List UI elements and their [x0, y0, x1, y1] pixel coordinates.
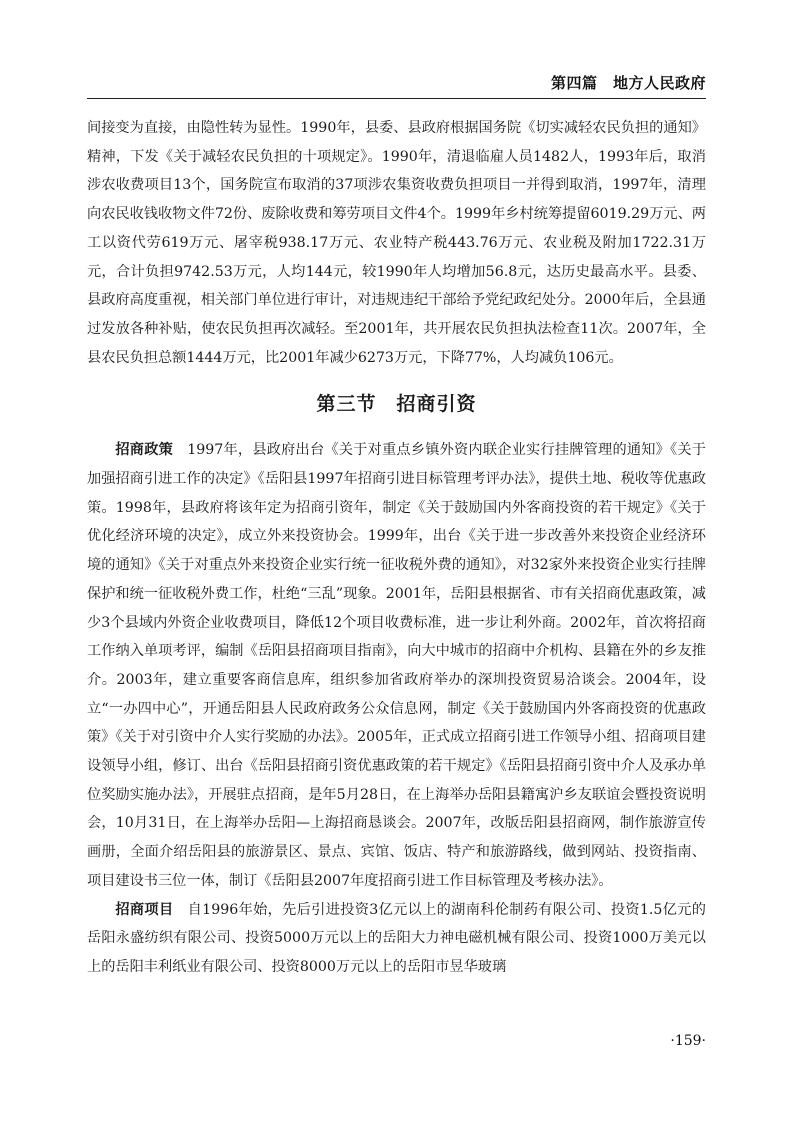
policy-term: 招商政策 [115, 442, 174, 459]
page-number: ·159· [670, 1033, 706, 1049]
header-section-label: 第四篇 地方人民政府 [550, 74, 706, 92]
policy-paragraph [87, 436, 706, 895]
projects-paragraph [87, 896, 706, 982]
intro-paragraph: 间接变为直接，由隐性转为显性。1990年，县委、县政府根据国务院《切实减轻农民负担的通知》精神，下发《关于减轻农民负担的十项规定》。1990年，清退临雇人员1482人，1993年后，取消涉农收费项目13个，国务院宣布取消的37项涉农集资收费负担项目一并得到取消，1997年，清理向农民收钱收物文件72份、废除收费和筹劳项目文件4个。1999年乡村统筹提留6019.29万元、两工以资代劳619万元、屠宰税938.17万元、农业特产税443.76万元、农业税及附加1722.31万元，合计负担9742.53万元，人均144元，较1990年人均增加56.8元，达历史最高水平。县委、县政府高度重视，相关部门单位进行审计，对违规违纪干部给予党纪政纪处分。2000年后，全县通过发放各种补贴，使农民负担再次减轻。至2001年，共开展农民负担执法检查11次。2007年，全县农民负担总额1444万元，比2001年减少6273万元，下降77%，人均减负106元。 [87, 120, 706, 366]
section-title: 第三节 招商引资 [316, 393, 477, 416]
page-body [87, 114, 706, 982]
projects-term: 招商项目 [115, 901, 174, 918]
projects-text: 自1996年始，先后引进投资3亿元以上的湖南科伦制药有限公司、投资1.5亿元的岳阳永盛纺织有限公司、投资5000万元以上的岳阳大力神电磁机械有限公司、投资1000万美元以上的岳阳丰利纸业有限公司、投资8000万元以上的岳阳市昱华玻璃 [87, 901, 706, 975]
running-header [87, 60, 706, 99]
policy-text: 1997年，县政府出台《关于对重点乡镇外资内联企业实行挂牌管理的通知》《关于加强招商引进工作的决定》《岳阳县1997年招商引进目标管理考评办法》，提供土地、税收等优惠政策。1998年，县政府将该年定为招商引资年，制定《关于鼓励国内外客商投资的若干规定》《关于优化经济环境的决定》，成立外来投资协会。1999年，出台《关于进一步改善外来投资企业经济环境的通知》《关于对重点外来投资企业实行统一征收税外费的通知》，对32家外来投资企业实行挂牌保护和统一征收税外费工作，杜绝“三乱”现象。2001年，岳阳县根据省、市有关招商优惠政策，减少3个县域内外资企业收费项目，降低12个项目收费标准，进一步让利外商。2002年，首次将招商工作纳入单项考评，编制《岳阳县招商项目指南》，向大中城市的招商中介机构、县籍在外的乡友推介。2003年，建立重要客商信息库，组织参加省政府举办的深圳投资贸易洽谈会。2004年，设立“一办四中心”，开通岳阳县人民政府政务公众信息网，制定《关于鼓励国内外客商投资的优惠政策》《关于对引资中介人实行奖励的办法》。2005年，正式成立招商引进工作领导小组、招商项目建设领导小组，修订、出台《岳阳县招商引资优惠政策的若干规定》《岳阳县招商引资中介人及承办单位奖励实施办法》，开展驻点招商，是年5月28日，在上海举办岳阳县籍寓沪乡友联谊会暨投资说明会，10月31日，在上海举办岳阳—上海招商恳谈会。2007年，改版岳阳县招商网，制作旅游宣传画册，全面介绍岳阳县的旅游景区、景点、宾馆、饭店、特产和旅游路线，做到网站、投资指南、项目建设书三位一体，制订《岳阳县2007年度招商引进工作目标管理及考核办法》。 [87, 442, 706, 889]
